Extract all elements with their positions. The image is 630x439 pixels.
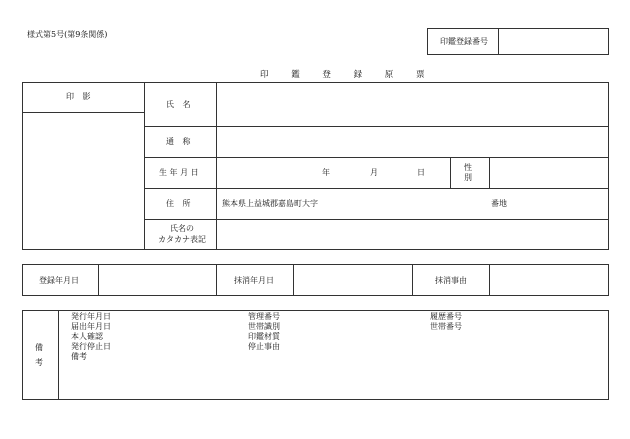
dates-divider-5 <box>489 264 490 296</box>
remarks-item: 管理番号 <box>248 312 280 321</box>
address-suffix: 番地 <box>491 199 507 208</box>
seal-number-field[interactable] <box>500 29 608 54</box>
remarks-item: 本人確認 <box>71 332 103 341</box>
alias-label: 通 称 <box>166 137 194 146</box>
remarks-item: 備考 <box>71 352 87 361</box>
dates-divider-2 <box>216 264 217 296</box>
remarks-label-2: 考 <box>35 358 43 367</box>
sex-label-2: 別 <box>464 173 472 182</box>
remarks-divider <box>58 310 59 400</box>
address-value: 熊本県上益城郡嘉島町大字 <box>222 199 318 208</box>
birth-year: 年 <box>322 168 330 177</box>
kana-label-1: 氏名の <box>170 224 194 233</box>
dates-divider-1 <box>98 264 99 296</box>
sex-field[interactable] <box>491 158 608 187</box>
seal-impression-label: 印 影 <box>66 92 94 101</box>
remarks-item: 世帯番号 <box>430 322 462 331</box>
cancelled-date-field[interactable] <box>295 265 411 295</box>
seal-impression-area <box>23 113 143 249</box>
name-label: 氏 名 <box>166 100 194 109</box>
seal-number-divider <box>498 28 499 55</box>
alias-field[interactable] <box>218 127 608 156</box>
sex-label-1: 性 <box>464 163 472 172</box>
remarks-item: 発行停止日 <box>71 342 111 351</box>
remarks-item: 停止事由 <box>248 342 280 351</box>
address-label: 住 所 <box>166 199 194 208</box>
cancel-reason-field[interactable] <box>491 265 608 295</box>
form-title: 印 鑑 登 録 原 票 <box>260 70 435 80</box>
remarks-item: 印鑑材質 <box>248 332 280 341</box>
birth-month: 月 <box>370 168 378 177</box>
sex-divider-left <box>450 157 451 188</box>
remarks-item: 発行年月日 <box>71 312 111 321</box>
birth-label: 生 年 月 日 <box>159 168 199 177</box>
name-field[interactable] <box>218 83 608 125</box>
sex-divider-right <box>489 157 490 188</box>
cancel-reason-label: 抹消事由 <box>435 276 467 285</box>
remarks-item: 届出年月日 <box>71 322 111 331</box>
registered-date-field[interactable] <box>100 265 215 295</box>
dates-divider-3 <box>293 264 294 296</box>
remarks-item: 世帯識別 <box>248 322 280 331</box>
remarks-item: 履歴番号 <box>430 312 462 321</box>
kana-label-2: カタカナ表記 <box>158 235 206 244</box>
label-column-divider <box>216 82 217 250</box>
dates-divider-4 <box>412 264 413 296</box>
remarks-label-1: 備 <box>35 343 43 352</box>
registered-date-label: 登録年月日 <box>39 276 79 285</box>
birth-day: 日 <box>417 168 425 177</box>
row-line-3 <box>144 188 609 189</box>
seal-number-label: 印鑑登録番号 <box>440 37 488 46</box>
cancelled-date-label: 抹消年月日 <box>234 276 274 285</box>
seal-column-divider <box>144 82 145 250</box>
form-number: 様式第5号(第9条関係) <box>27 30 108 39</box>
kana-field[interactable] <box>218 220 608 249</box>
